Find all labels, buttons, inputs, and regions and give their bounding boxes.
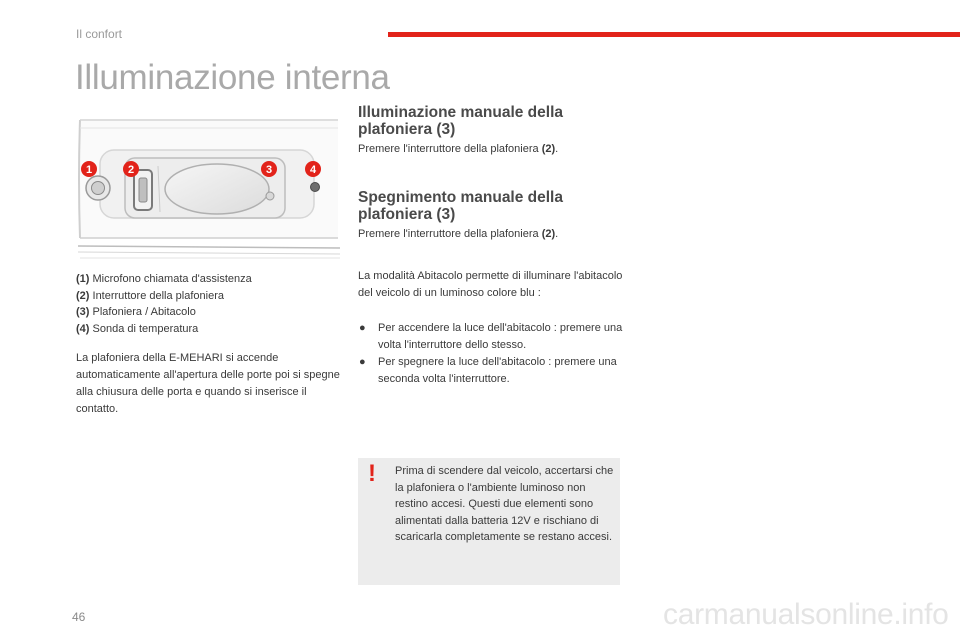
callout-2-label: 2 — [127, 164, 135, 176]
warning-box — [358, 458, 620, 585]
section-text-manual-on — [358, 143, 558, 155]
legend-text: Plafoniera / Abitacolo — [89, 306, 196, 318]
instruction-end: . — [555, 143, 559, 155]
legend-item — [76, 288, 252, 305]
header-accent-bar — [388, 32, 960, 37]
bullet-dot: ● — [359, 356, 366, 368]
callout-3-label: 3 — [265, 164, 273, 176]
intro-paragraph: La plafoniera della E-MEHARI si accende automaticamente all'apertura delle porte poi si spegne alla chiusura delle porta e quando si inserisce il contatto. — [76, 352, 340, 415]
callout-4-label: 4 — [309, 164, 317, 176]
callout-3 — [261, 161, 277, 177]
callout-1-label: 1 — [85, 164, 93, 176]
legend-number: (1) — [76, 273, 90, 285]
legend-number: (3) — [76, 306, 90, 318]
legend-item — [76, 321, 252, 338]
page-title: Illuminazione interna — [75, 58, 390, 97]
legend-number: (2) — [76, 289, 90, 302]
instruction-ref: (2) — [541, 143, 556, 155]
page-number: 46 — [72, 610, 86, 624]
instruction-text: Premere l'interruttore della plafoniera — [358, 228, 542, 240]
legend-item — [76, 271, 252, 288]
bullet-text: Per accendere la luce dell'abitacolo : premere una volta l'interruttore dello stesso. — [378, 322, 623, 351]
legend-text: Interruttore della plafoniera — [89, 289, 224, 302]
section-heading-manual-off: Spegnimento manuale della plafoniera (3) — [358, 189, 563, 223]
instruction-end: . — [555, 228, 559, 240]
instruction-ref: (2) — [541, 228, 556, 240]
legend-text: Microfono chiamata d'assistenza — [89, 273, 252, 285]
ceiling-light-illustration — [74, 112, 340, 262]
section-label: Il confort — [76, 27, 123, 41]
instruction-text: Premere l'interruttore della plafoniera — [358, 143, 542, 155]
cabin-mode-paragraph: La modalità Abitacolo permette di illuminare l'abitacolo del veicolo di un luminoso colore blu : — [358, 270, 623, 299]
bullet-item — [358, 320, 638, 354]
section-text-manual-off — [358, 228, 558, 240]
bullet-text: Per spegnere la luce dell'abitacolo : premere una seconda volta l'interruttore. — [378, 356, 617, 385]
callout-4 — [305, 161, 321, 177]
legend-item — [76, 304, 252, 321]
callout-1 — [81, 161, 97, 177]
bullet-dot: ● — [359, 322, 366, 334]
section-heading-manual-on: Illuminazione manuale della plafoniera (3) — [358, 104, 563, 138]
legend-number: (4) — [76, 322, 90, 335]
legend-list — [76, 271, 252, 337]
temperature-sensor — [311, 183, 320, 192]
callout-2 — [123, 161, 139, 177]
watermark: carmanualsonline.info — [663, 598, 949, 631]
legend-text: Sonda di temperatura — [89, 322, 199, 335]
ceiling-lamp-lens — [165, 164, 269, 214]
warning-text: Prima di scendere dal veicolo, accertarsi che la plafoniera o l'ambiente luminoso non restino accesi. Questi due elementi sono alimentati dalla batteria 12V e rischiano di scaricarla completamente se restano accesi. — [395, 465, 614, 543]
bullet-item — [358, 354, 638, 388]
cabin-mode-bullets — [358, 320, 638, 388]
warning-icon: ! — [368, 460, 376, 487]
